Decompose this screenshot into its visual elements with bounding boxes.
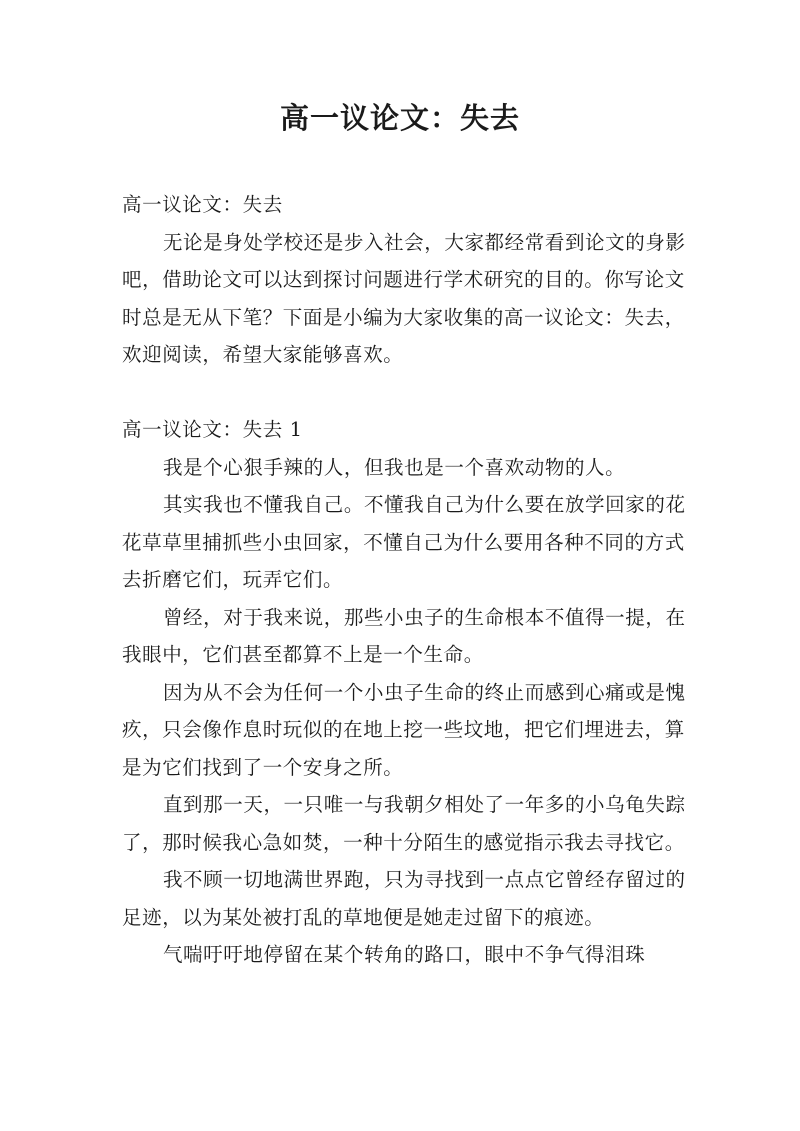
document-title: 高一议论文：失去 (279, 101, 520, 135)
body-paragraph-2: 其实我也不懂我自己。不懂我自己为什么要在放学回家的花花草草里捕抓些小虫回家，不懂自己为什么要用各种不同的方式去折磨它们，玩弄它们。 (122, 493, 686, 591)
body-paragraph-1: 我是个心狠手辣的人，但我也是一个喜欢动物的人。 (162, 455, 626, 479)
intro-paragraph: 无论是身处学校还是步入社会，大家都经常看到论文的身影吧，借助论文可以达到探讨问题进行学术研究的目的。你写论文时总是无从下笔？下面是小编为大家收集的高一议论文：失去，欢迎阅读，希望大家能够喜欢。 (122, 230, 686, 366)
body-paragraph-3: 曾经，对于我来说，那些小虫子的生命根本不值得一提，在我眼中，它们甚至都算不上是一个生命。 (122, 605, 686, 666)
body-paragraph-5: 直到那一天，一只唯一与我朝夕相处了一年多的小乌龟失踪了，那时候我心急如焚，一种十分陌生的感觉指示我去寻找它。 (122, 793, 686, 854)
document-body (122, 186, 688, 974)
body-paragraph-6: 我不顾一切地满世界跑，只为寻找到一点点它曾经存留过的足迹，以为某处被打乱的草地便是她走过留下的痕迹。 (122, 868, 686, 929)
body-paragraph-4: 因为从不会为任何一个小虫子生命的终止而感到心痛或是愧疚，只会像作息时玩似的在地上挖一些坟地，把它们埋进去，算是为它们找到了一个安身之所。 (122, 680, 686, 779)
section-spacer (122, 374, 688, 412)
section-heading: 高一议论文：失去 1 (122, 418, 303, 441)
intro-heading: 高一议论文：失去 (122, 193, 283, 216)
body-paragraph-7: 气喘吁吁地停留在某个转角的路口，眼中不争气得泪珠 (162, 943, 646, 966)
